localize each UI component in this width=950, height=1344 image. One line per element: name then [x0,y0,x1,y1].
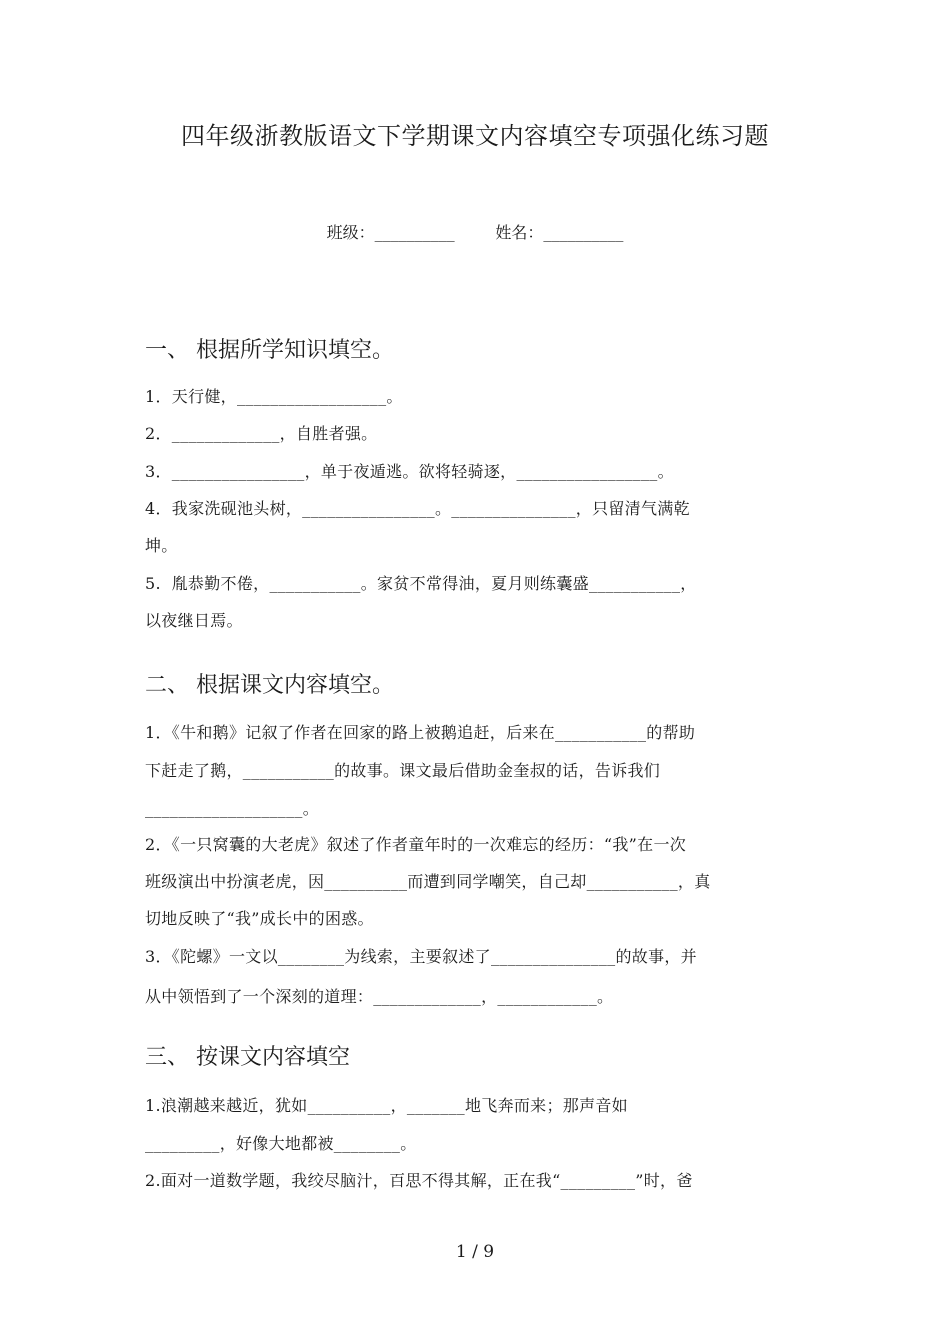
question-line: 1．天行健，__________________。 [145,387,403,406]
question-line: _________，好像大地都被________。 [145,1134,417,1153]
question-line: 以夜继日焉。 [145,611,243,630]
question-line: 2．《一只窝囊的大老虎》叙述了作者童年时的一次难忘的经历：“我”在一次 [145,835,687,854]
question-line: 3．《陀螺》一文以________为线索，主要叙述了_______________的故事，并 [145,947,697,966]
section-heading-1: 一、 根据所学知识填空。 [145,338,394,363]
class-name-line: 班级：__________ 姓名：__________ [326,223,624,242]
question-line: 5. 胤恭勤不倦，___________。家贫不常得油，夏月则练囊盛___________， [145,574,697,593]
question-line: 3．________________，单于夜遁逃。欲将轻骑逐，_________________。 [145,462,674,481]
section-heading-2: 二、 根据课文内容填空。 [145,673,394,698]
question-line: ___________________。 [145,799,319,818]
question-line: 1．《牛和鹅》记叙了作者在回家的路上被鹅追赶，后来在___________的帮助 [145,723,696,742]
question-line: 1.浪潮越来越近，犹如__________，_______地飞奔而来；那声音如 [145,1096,628,1115]
question-line: 2.面对一道数学题，我绞尽脑汁，百思不得其解，正在我“_________”时，爸 [145,1171,693,1190]
section-heading-3: 三、 按课文内容填空 [145,1045,350,1070]
question-line: 从中领悟到了一个深刻的道理：_____________，____________。 [145,987,614,1006]
question-line: 2．_____________，自胜者强。 [145,424,378,443]
question-line: 4．我家洗砚池头树，________________。_______________，只留清气满乾 [145,499,690,518]
question-line: 坤。 [145,536,178,555]
question-line: 班级演出中扮演老虎，因__________而遭到同学嘲笑，自己却___________，真 [145,872,711,891]
page-number: 1 / 9 [455,1242,495,1262]
question-line: 切地反映了“我”成长中的困惑。 [145,909,374,928]
question-line: 下赶走了鹅，___________的故事。课文最后借助金奎叔的话，告诉我们 [145,761,661,780]
page-title: 四年级浙教版语文下学期课文内容填空专项强化练习题 [181,122,769,150]
